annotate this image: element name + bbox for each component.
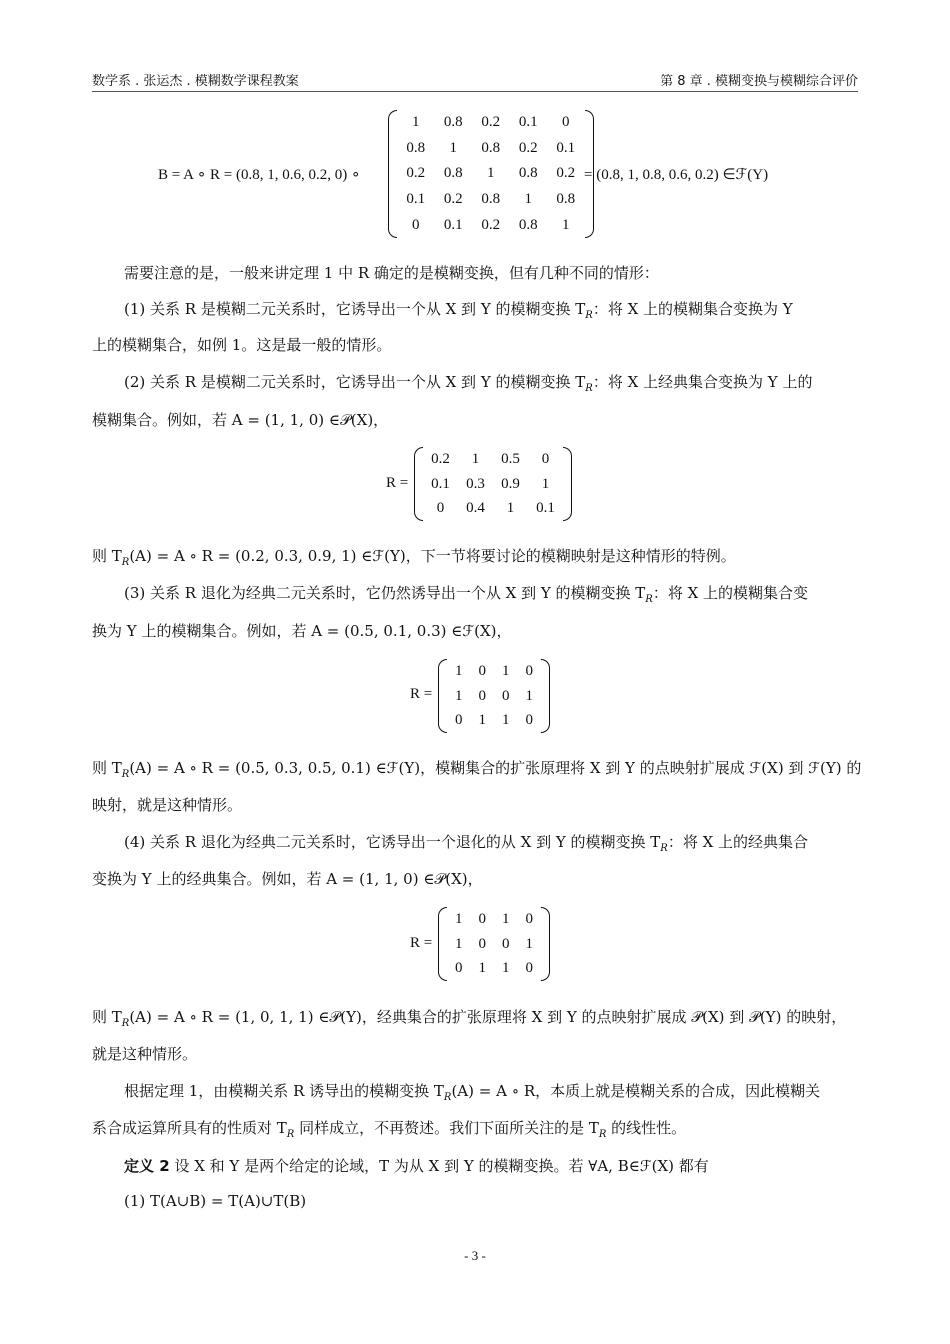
matrix-cell: 1 [455, 935, 463, 952]
matrix-cell: 0.1 [431, 475, 450, 492]
case2-line2: 模糊集合。例如，若 A = (1, 1, 0) ∈𝒫(X)， [92, 411, 389, 429]
matrix-cell: 0.8 [443, 165, 463, 182]
matrix-cell: 0 [455, 712, 463, 729]
matrix-cell: 1 [562, 216, 570, 233]
matrix-cell: 0.8 [481, 191, 501, 208]
left-paren [388, 110, 397, 238]
case3-line2: 换为 Y 上的模糊集合。例如，若 A = (0.5, 0.1, 0.3) ∈ℱ(X)， [92, 622, 512, 640]
matrix-cell: 1 [502, 960, 510, 977]
matrix-cell: 0 [525, 712, 533, 729]
matrix-cell: 0 [455, 960, 463, 977]
matrix-cell: 0 [502, 687, 510, 704]
case1-line2: 上的模糊集合，如例 1。这是最一般的情形。 [92, 336, 392, 354]
matrix-case3 [438, 659, 550, 733]
matrix-cell: 0 [412, 216, 420, 233]
matrix-cell: 1 [487, 165, 495, 182]
matrix-cell: 0 [525, 910, 533, 927]
matrix-cell: 0.2 [481, 114, 501, 131]
matrix-cell: 0.8 [518, 216, 538, 233]
matrix-cell: 1 [502, 662, 510, 679]
matrix-cell: 1 [478, 712, 486, 729]
matrix-cell: 0 [478, 687, 486, 704]
matrix-cell: 1 [502, 712, 510, 729]
matrix-eq1 [388, 110, 594, 238]
matrix-cell: 1 [541, 475, 550, 492]
right-paren [541, 659, 550, 733]
eq1-lhs: B = A ∘ R = (0.8, 1, 0.6, 0.2, 0) ∘ [158, 167, 361, 183]
matrix-case4 [438, 907, 550, 981]
matrix-cell: 0.1 [406, 191, 426, 208]
matrix-cell: 1 [471, 450, 480, 467]
definition-2-item1: (1) T(A∪B) = T(A)∪T(B) [124, 1192, 307, 1210]
definition-2: 定义 2 设 X 和 Y 是两个给定的论域，T 为从 X 到 Y 的模糊变换。若 ∀A, B∈ℱ(X) 都有 [124, 1157, 709, 1175]
matrix-cell: 1 [455, 687, 463, 704]
matrix-cell: 0.8 [481, 139, 501, 156]
para-theorem-line2: 系合成运算所具有的性质对 $T_R$ 同样成立，不再赘述。我们下面所关注的是 $T_R$ 的线性性。 [92, 1119, 687, 1140]
matrix-cell: 1 [524, 191, 532, 208]
matrix-cell: 0 [478, 662, 486, 679]
matrix-cell: 0.1 [536, 500, 555, 517]
matrix-cell: 1 [455, 910, 463, 927]
case4-line1: (4) 关系 R 退化为经典二元关系时，它诱导出一个退化的从 X 到 Y 的模糊变换 $T_R$：将 X 上的经典集合 [124, 833, 809, 854]
matrix-cell: 0.2 [443, 191, 463, 208]
page-number: - 3 - [464, 1248, 486, 1263]
matrix-cell: 1 [506, 500, 515, 517]
case4-result: 则 $T_R(A) = A$ ∘ R = (1, 0, 1, 1) ∈𝒫(Y)，经典集合的扩张原理将 X 到 Y 的点映射扩展成 𝒫(X) 到 𝒫(Y) 的映射， [92, 1008, 847, 1029]
left-paren [414, 447, 423, 521]
matrix-cell: 0 [541, 450, 550, 467]
matrix-cell: 0 [562, 114, 570, 131]
matrix-cell: 0.4 [466, 500, 485, 517]
matrix-cell: 0.1 [556, 139, 576, 156]
matrix-cell: 1 [455, 662, 463, 679]
header-rule [92, 91, 858, 92]
header-left: 数学系 . 张运杰 . 模糊数学课程教案 [92, 74, 299, 89]
left-paren [438, 907, 447, 981]
matrix-cell: 1 [478, 960, 486, 977]
matrix-cell: 0 [502, 935, 510, 952]
matrix-cell: 1 [502, 910, 510, 927]
case1-line1: (1) 关系 R 是模糊二元关系时，它诱导出一个从 X 到 Y 的模糊变换 $T_R$：将 X 上的模糊集合变换为 Y [124, 300, 793, 321]
header-right: 第 8 章 . 模糊变换与模糊综合评价 [660, 74, 858, 89]
matrix-cell: 0.3 [466, 475, 485, 492]
r-label: R = [386, 475, 409, 491]
matrix-cell: 0.9 [501, 475, 520, 492]
matrix-cell: 0.2 [518, 139, 538, 156]
matrix-cells [447, 907, 541, 981]
case3-result-cont: 映射，就是这种情形。 [92, 796, 243, 814]
matrix-cell: 0 [478, 935, 486, 952]
matrix-cell: 0.2 [406, 165, 426, 182]
matrix-cells [423, 447, 563, 521]
matrix-cell: 0.2 [556, 165, 576, 182]
left-paren [438, 659, 447, 733]
matrix-cell: 0 [436, 500, 445, 517]
matrix-cell: 0 [525, 960, 533, 977]
matrix-cell: 0.2 [431, 450, 450, 467]
matrix-cell: 0.8 [556, 191, 576, 208]
matrix-cell: 1 [412, 114, 420, 131]
matrix-cell: 0 [478, 910, 486, 927]
matrix-cells [397, 110, 585, 238]
matrix-cell: 0.8 [443, 114, 463, 131]
para-theorem-line1: 根据定理 1，由模糊关系 R 诱导出的模糊变换 $T_R(A) = A$ ∘ R，本质上就是模糊关系的合成，因此模糊关 [124, 1082, 821, 1103]
case4-result-cont: 就是这种情形。 [92, 1045, 198, 1063]
matrix-cell: 1 [525, 687, 533, 704]
r-label: R = [410, 686, 433, 702]
case3-line1: (3) 关系 R 退化为经典二元关系时，它仍然诱导出一个从 X 到 Y 的模糊变换 $T_R$：将 X 上的模糊集合变 [124, 584, 809, 605]
matrix-cell: 0.5 [501, 450, 520, 467]
matrix-cell: 1 [449, 139, 457, 156]
para-note: 需要注意的是，一般来讲定理 1 中 R 确定的是模糊变换，但有几种不同的情形： [124, 264, 659, 282]
case4-line2: 变换为 Y 上的经典集合。例如，若 A = (1, 1, 0) ∈𝒫(X)， [92, 870, 483, 888]
matrix-cell: 0.8 [518, 165, 538, 182]
matrix-cell: 0 [525, 662, 533, 679]
right-paren [541, 907, 550, 981]
case2-result: 则 $T_R(A) = A$ ∘ R = (0.2, 0.3, 0.9, 1) ∈ℱ(Y)，下一节将要讨论的模糊映射是这种情形的特例。 [92, 547, 736, 568]
matrix-cells [447, 659, 541, 733]
right-paren [563, 447, 572, 521]
matrix-cell: 0.1 [518, 114, 538, 131]
matrix-case2 [414, 447, 572, 521]
case2-line1: (2) 关系 R 是模糊二元关系时，它诱导出一个从 X 到 Y 的模糊变换 $T_R$：将 X 上经典集合变换为 Y 上的 [124, 373, 813, 394]
matrix-cell: 0.1 [443, 216, 463, 233]
r-label: R = [410, 935, 433, 951]
case3-result: 则 $T_R(A) = A$ ∘ R = (0.5, 0.3, 0.5, 0.1) ∈ℱ(Y)，模糊集合的扩张原理将 X 到 Y 的点映射扩展成 ℱ(X) 到 ℱ(Y) 的 [92, 759, 862, 780]
matrix-cell: 0.8 [406, 139, 426, 156]
matrix-cell: 0.2 [481, 216, 501, 233]
matrix-cell: 1 [525, 935, 533, 952]
eq1-rhs: = (0.8, 1, 0.8, 0.6, 0.2) ∈ℱ(Y) [584, 167, 769, 183]
